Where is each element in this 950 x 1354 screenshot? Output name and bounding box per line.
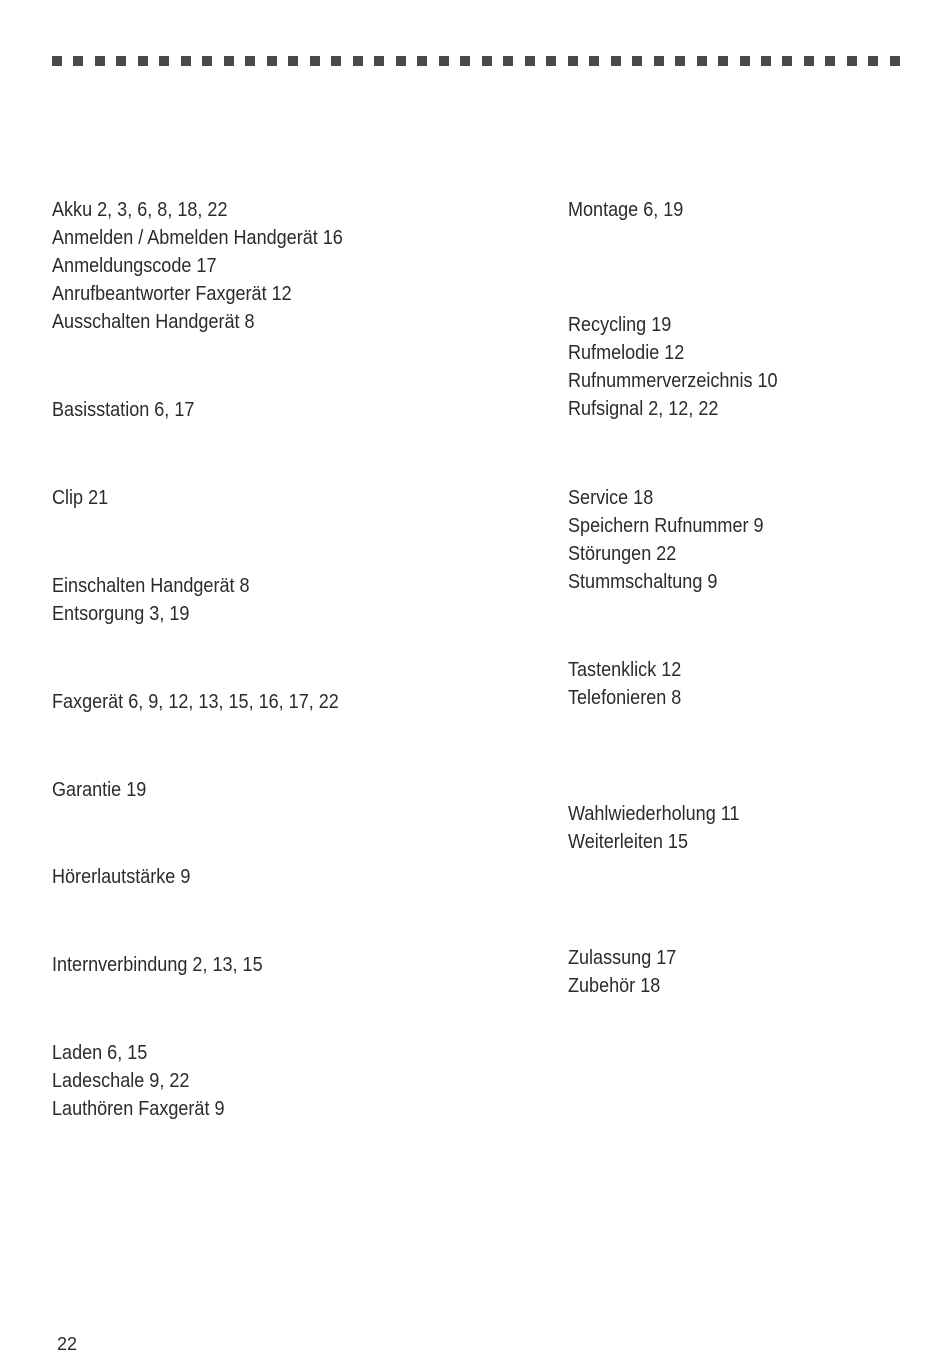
index-entry: Stummschaltung 9 (568, 570, 718, 593)
index-entry: Basisstation 6, 17 (52, 398, 195, 421)
index-entry: Faxgerät 6, 9, 12, 13, 15, 16, 17, 22 (52, 690, 339, 713)
decorative-dash-border (52, 56, 900, 66)
index-entry: Hörerlautstärke 9 (52, 865, 191, 888)
dash-segment (761, 56, 771, 66)
dash-segment (116, 56, 126, 66)
dash-segment (782, 56, 792, 66)
index-entry: Wahlwiederholung 11 (568, 802, 740, 825)
index-entry: Telefonieren 8 (568, 686, 682, 709)
index-entry: Akku 2, 3, 6, 8, 18, 22 (52, 198, 228, 221)
dash-segment (159, 56, 169, 66)
dash-segment (353, 56, 363, 66)
dash-segment (417, 56, 427, 66)
index-entry: Laden 6, 15 (52, 1041, 148, 1064)
index-entry: Ausschalten Handgerät 8 (52, 310, 255, 333)
dash-segment (245, 56, 255, 66)
dash-segment (632, 56, 642, 66)
dash-segment (654, 56, 664, 66)
index-entry: Speichern Rufnummer 9 (568, 514, 764, 537)
dash-segment (374, 56, 384, 66)
dash-segment (568, 56, 578, 66)
dash-segment (181, 56, 191, 66)
dash-segment (589, 56, 599, 66)
dash-segment (138, 56, 148, 66)
dash-segment (331, 56, 341, 66)
dash-segment (52, 56, 62, 66)
dash-segment (439, 56, 449, 66)
index-entry: Störungen 22 (568, 542, 677, 565)
dash-segment (718, 56, 728, 66)
dash-segment (482, 56, 492, 66)
index-entry: Ladeschale 9, 22 (52, 1069, 190, 1092)
index-entry: Rufnummerverzeichnis 10 (568, 369, 778, 392)
index-entry: Einschalten Handgerät 8 (52, 574, 250, 597)
index-entry: Rufsignal 2, 12, 22 (568, 397, 719, 420)
dash-segment (804, 56, 814, 66)
index-entry: Zubehör 18 (568, 974, 661, 997)
index-entry: Anmeldungscode 17 (52, 254, 217, 277)
dash-segment (503, 56, 513, 66)
dash-segment (288, 56, 298, 66)
page-number: 22 (57, 1334, 78, 1354)
index-entry: Clip 21 (52, 486, 109, 509)
index-entry: Tastenklick 12 (568, 658, 682, 681)
dash-segment (890, 56, 900, 66)
dash-segment (868, 56, 878, 66)
index-entry: Garantie 19 (52, 778, 147, 801)
index-entry: Lauthören Faxgerät 9 (52, 1097, 225, 1120)
index-entry: Internverbindung 2, 13, 15 (52, 953, 263, 976)
dash-segment (546, 56, 556, 66)
dash-segment (224, 56, 234, 66)
dash-segment (847, 56, 857, 66)
dash-segment (697, 56, 707, 66)
dash-segment (396, 56, 406, 66)
index-entry: Zulassung 17 (568, 946, 677, 969)
dash-segment (95, 56, 105, 66)
dash-segment (310, 56, 320, 66)
dash-segment (73, 56, 83, 66)
dash-segment (825, 56, 835, 66)
index-entry: Anmelden / Abmelden Handgerät 16 (52, 226, 343, 249)
index-entry: Anrufbeantworter Faxgerät 12 (52, 282, 292, 305)
dash-segment (460, 56, 470, 66)
dash-segment (267, 56, 277, 66)
dash-segment (202, 56, 212, 66)
dash-segment (675, 56, 685, 66)
index-entry: Rufmelodie 12 (568, 341, 685, 364)
index-entry: Weiterleiten 15 (568, 830, 689, 853)
index-entry: Service 18 (568, 486, 654, 509)
index-entry: Recycling 19 (568, 313, 672, 336)
index-entry: Entsorgung 3, 19 (52, 602, 190, 625)
dash-segment (525, 56, 535, 66)
index-entry: Montage 6, 19 (568, 198, 684, 221)
dash-segment (740, 56, 750, 66)
dash-segment (611, 56, 621, 66)
